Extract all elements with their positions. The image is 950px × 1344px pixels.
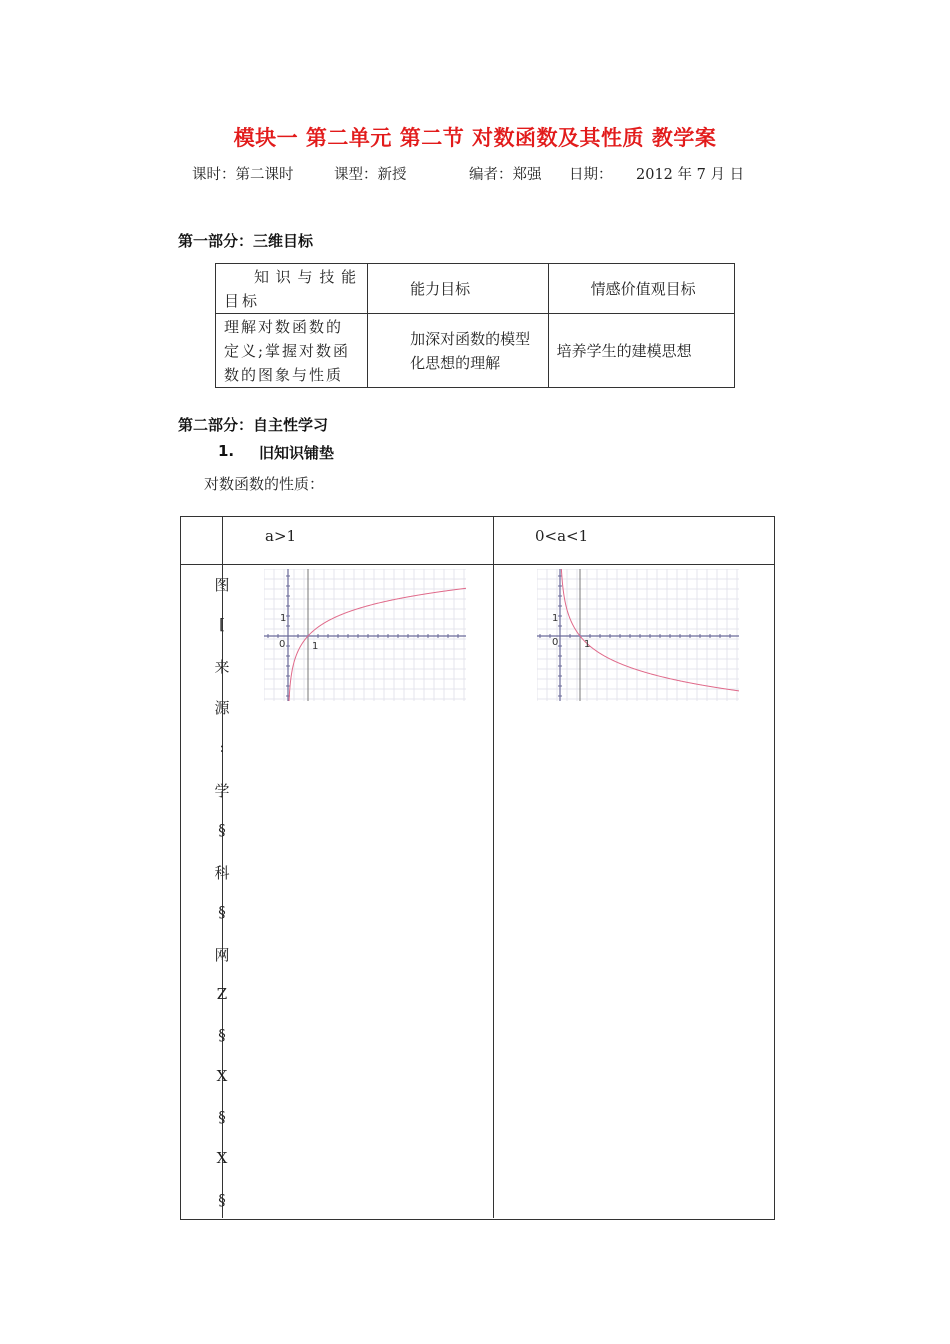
side-char: 科	[214, 863, 230, 882]
cell-emotion: 培养学生的建模思想	[548, 314, 734, 388]
date-label: 日期：	[569, 167, 613, 183]
properties-intro: 对数函数的性质：	[204, 475, 325, 493]
page-title: 模块一 第二单元 第二节 对数函数及其性质 教学案	[233, 126, 717, 150]
graph-log-increasing	[264, 569, 466, 701]
part1-heading: 第一部分：三维目标	[178, 232, 314, 250]
side-char: Z	[216, 985, 228, 1003]
editor-label: 编者：郑强	[469, 167, 542, 183]
side-char: X	[216, 1067, 228, 1086]
lesson-label: 课时：第二课时	[192, 167, 294, 183]
graph2-label-y1: 1	[552, 613, 559, 624]
date-value: 2012 年 7 月 日	[636, 167, 745, 183]
graph-log-decreasing	[537, 569, 739, 701]
col-header-a-lt-1: 0<a<1	[535, 527, 589, 545]
side-char: §	[218, 902, 226, 921]
cell-knowledge: 理解对数函数的定义;掌握对数函数的图象与性质	[216, 314, 368, 388]
side-char: §	[218, 820, 226, 839]
cell-ability: 加深对函数的模型化思想的理解	[368, 314, 549, 388]
header-ability: 能力目标	[368, 264, 549, 314]
side-char: §	[218, 1108, 226, 1127]
objectives-table	[215, 263, 735, 388]
side-char: 网	[214, 945, 230, 964]
graph2-label-origin: 0	[552, 637, 559, 648]
log-curve	[561, 569, 739, 691]
table-divider-header	[180, 564, 774, 565]
type-label: 课型：新授	[334, 167, 407, 183]
side-char: 来	[214, 658, 230, 677]
side-char: X	[216, 1149, 228, 1168]
subheading-number: 1.	[218, 442, 235, 460]
subheading-title: 旧知识铺垫	[259, 444, 335, 462]
side-char: :	[219, 738, 225, 757]
side-char: 学	[214, 781, 230, 800]
side-char: 图	[214, 576, 230, 594]
col-header-a-gt-1: a>1	[265, 527, 297, 545]
graph1-label-origin: 0	[279, 639, 286, 650]
side-char: 源	[214, 699, 230, 718]
part2-heading: 第二部分：自主性学习	[178, 416, 329, 434]
graph1-label-x1: 1	[312, 641, 319, 652]
side-char: §	[218, 1190, 226, 1209]
side-char: [	[219, 615, 225, 634]
graph1-label-y1: 1	[280, 613, 287, 624]
graph2-label-x1: 1	[584, 639, 591, 650]
header-emotion: 情感价值观目标	[548, 264, 734, 314]
side-char: §	[218, 1026, 226, 1045]
table-divider-middle	[493, 516, 494, 1218]
header-knowledge: 知识与技能目标	[216, 264, 368, 314]
